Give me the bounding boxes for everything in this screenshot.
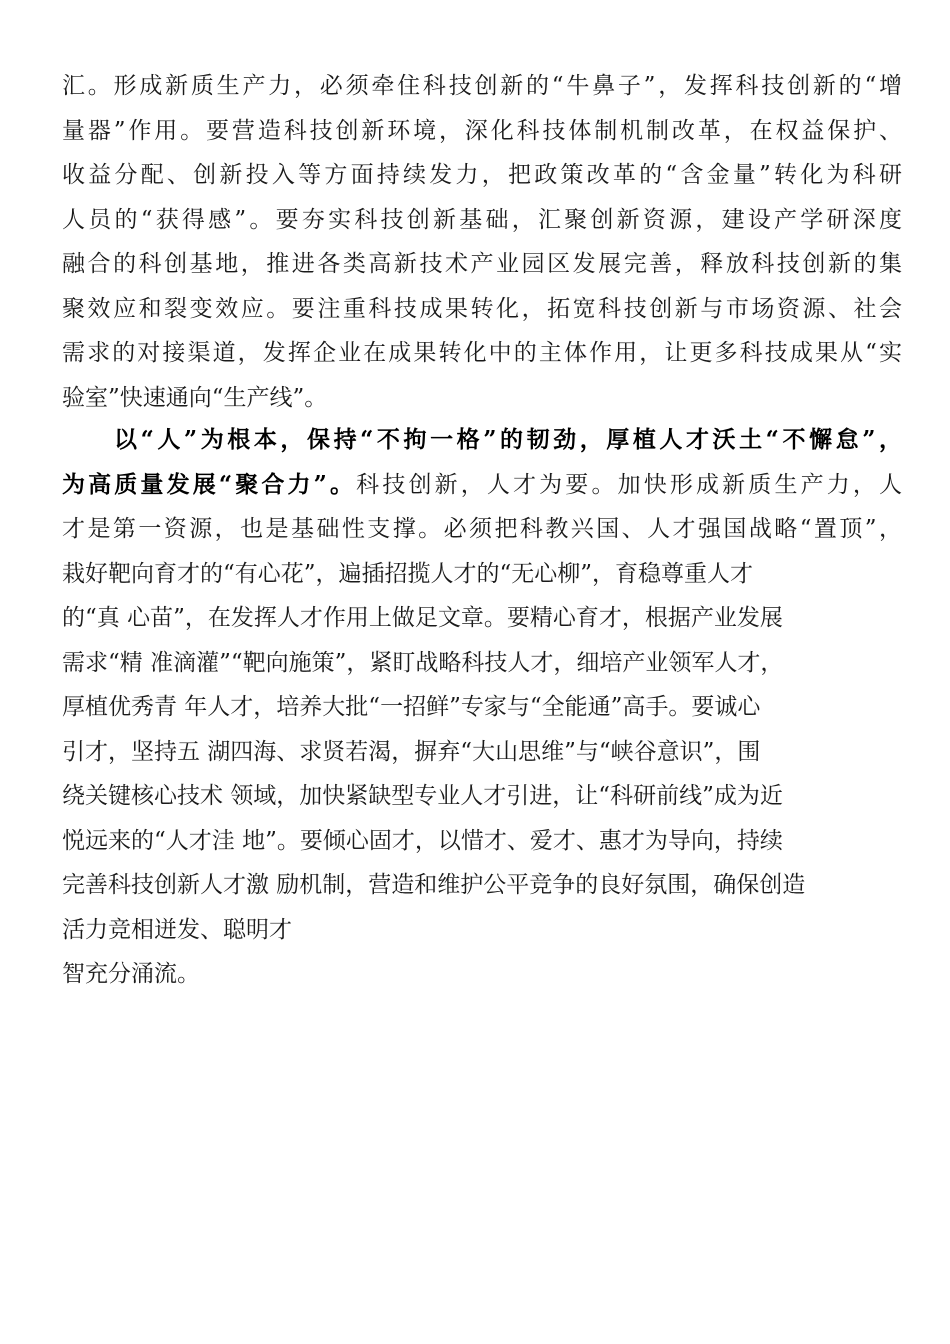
paragraph-talent: [62, 418, 902, 997]
text-line: 绕关键核心技术 领域，加快紧缺型专业人才引进，让“科研前线”成为近: [62, 783, 783, 809]
text-line: 栽好靶向育才的“有心花”，遍插招揽人才的“无心柳”，育稳尊重人才: [62, 560, 754, 587]
text-line: 厚植优秀青 年人才，培养大批“一招鲜”专家与“全能通”高手。要诚心: [62, 694, 761, 720]
text-line: 聚效应和裂变效应。要注重科技成果转化，拓宽科技创新与市场资源、社会: [62, 295, 902, 322]
paragraph-science-innovation: [62, 64, 902, 420]
text-line-rest: 科技创新，人才为要。加快形成新质生产力，人: [356, 471, 903, 498]
text-line: [62, 463, 902, 508]
text-line: 的“真 心苗”，在发挥人才作用上做足文章。要精心育才，根据产业发展: [62, 605, 783, 631]
text-line: 悦远来的“人才洼 地”。要倾心固才，以惜才、爱才、惠才为导向，持续: [62, 827, 783, 854]
paragraph-heading-end: 为高质量发展“聚合力”。: [62, 470, 357, 498]
text-line: 验室”快速通向“生产线”。: [62, 384, 328, 411]
text-line: 完善科技创新人才激 励机制，营造和维护公平竞争的良好氛围，确保创造: [62, 872, 806, 898]
text-line: 引才，坚持五 湖四海、求贤若渴，摒弃“大山思维”与“峡谷意识”，围: [62, 738, 761, 765]
text-line: 智充分涌流。: [62, 961, 200, 987]
text-line: 收益分配、创新投入等方面持续发力，把政策改革的“含金量”转化为科研: [62, 162, 902, 188]
text-line: 才是第一资源，也是基础性支撑。必须把科教兴国、人才强国战略“置顶”，: [62, 516, 902, 542]
text-line: 需求“精 准滴灌”“靶向施策”，紧盯战略科技人才，细培产业领军人才，: [62, 649, 784, 676]
text-line: 活力竞相迸发、聪明才: [62, 916, 292, 943]
text-line: 汇。形成新质生产力，必须牵住科技创新的“牛鼻子”，发挥科技创新的“增: [62, 73, 902, 99]
text-line: 融合的科创基地，推进各类高新技术产业园区发展完善，释放科技创新的集: [62, 251, 902, 277]
text-line: 需求的对接渠道，发挥企业在成果转化中的主体作用，让更多科技成果从“实: [62, 340, 902, 366]
text-line: 量器”作用。要营造科技创新环境，深化科技体制机制改革，在权益保护、: [62, 117, 902, 144]
paragraph-heading: 以“人”为根本，保持“不拘一格”的韧劲，厚植人才沃土“不懈怠”，: [114, 426, 902, 453]
text-line: 人员的“获得感”。要夯实科技创新基础，汇聚创新资源，建设产学研深度: [62, 206, 902, 233]
